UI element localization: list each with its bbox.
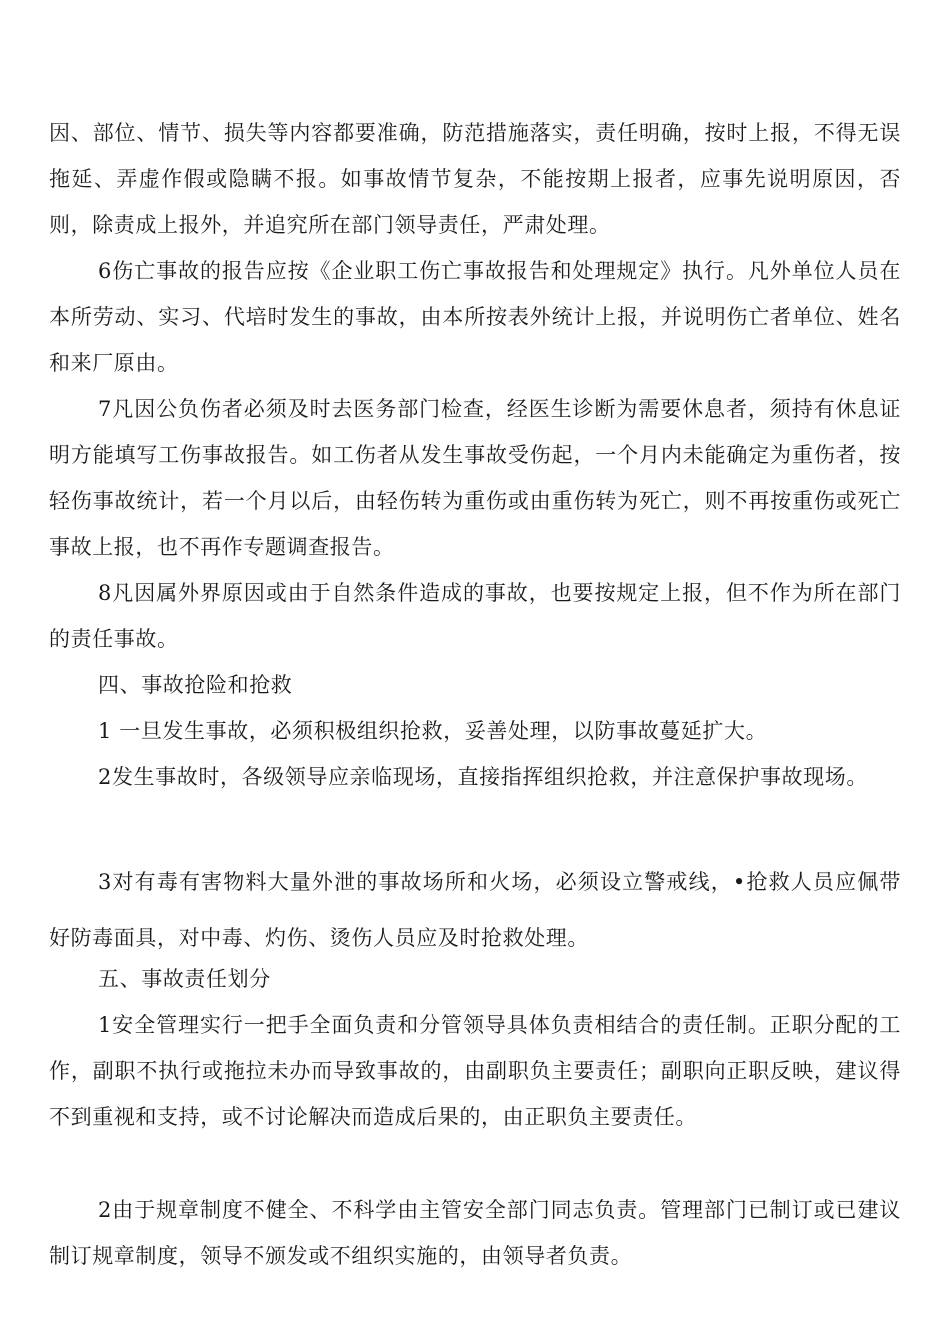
paragraph-item-8: 8凡因属外界原因或由于自然条件造成的事故，也要按规定上报，但不作为所在部门的责任事故。 [49, 581, 901, 651]
paragraph-item-7: 7凡因公负伤者必须及时去医务部门检查，经医生诊断为需要休息者，须持有休息证明方能填写工伤事故报告。如工伤者从发生事故受伤起，一个月内未能确定为重伤者，按轻伤事故统计，若一个月以后，由轻伤转为重伤或由重伤转为死亡，则不再按重伤或死亡事故上报，也不再作专题调查报告。 [49, 397, 901, 559]
section-heading-4: 四、事故抢险和抢救 [98, 673, 293, 697]
paragraph-continuation: 因、部位、情节、损失等内容都要准确，防范措施落实，责任明确，按时上报，不得无误拖延、弄虚作假或隐瞒不报。如事故情节复杂，不能按期上报者，应事先说明原因，否则，除责成上报外，并追究所在部门领导责任，严肃处理。 [49, 121, 901, 237]
paragraph-responsibility-2: 2由于规章制度不健全、不科学由主管安全部门同志负责。管理部门已制订或已建议制订规章制度，领导不颁发或不组织实施的，由领导者负责。 [49, 1198, 901, 1268]
paragraph-rescue-3: 3对有毒有害物料大量外泄的事故场所和火场，必须设立警戒线，•抢救人员应佩带好防毒面具，对中毒、灼伤、烫伤人员应及时抢救处理。 [49, 870, 901, 950]
paragraph-rescue-1: 1 一旦发生事故，必须积极组织抢救，妥善处理，以防事故蔓延扩大。 [98, 719, 768, 743]
paragraph-item-6: 6伤亡事故的报告应按《企业职工伤亡事故报告和处理规定》执行。凡外单位人员在本所劳动、实习、代培时发生的事故，由本所按表外统计上报，并说明伤亡者单位、姓名和来厂原由。 [49, 259, 901, 375]
paragraph-rescue-2: 2发生事故时，各级领导应亲临现场，直接指挥组织抢救，并注意保护事故现场。 [98, 765, 868, 789]
section-heading-5: 五、事故责任划分 [98, 967, 271, 991]
paragraph-responsibility-1: 1安全管理实行一把手全面负责和分管领导具体负责相结合的责任制。正职分配的工作，副职不执行或拖拉未办而导致事故的，由副职负主要责任；副职向正职反映，建议得不到重视和支持，或不讨论解决而造成后果的，由正职负主要责任。 [49, 1013, 901, 1129]
